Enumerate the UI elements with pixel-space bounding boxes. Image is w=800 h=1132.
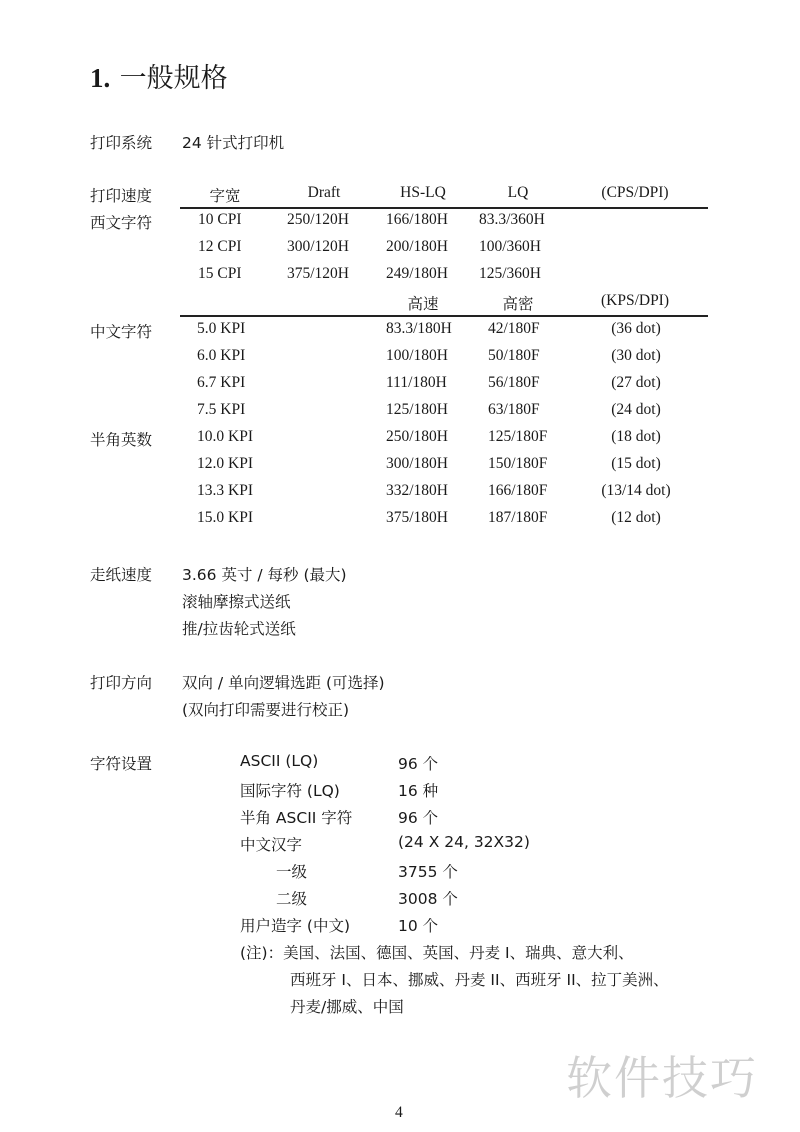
chinese-speed-cell: 12.0 KPI xyxy=(197,455,253,472)
charset-note-line: (注)：美国、法国、德国、英国、丹麦 I、瑞典、意大利、 xyxy=(240,944,634,962)
charset-item-name: 中文汉字 xyxy=(240,836,303,854)
charset-note-line: 西班牙 I、日本、挪威、丹麦 II、西班牙 II、拉丁美洲、 xyxy=(290,971,669,989)
western-speed-cell: 300/120H xyxy=(287,238,349,255)
western-chars-label: 西文字符 xyxy=(90,214,153,232)
charset-item-name: 国际字符 (LQ) xyxy=(240,782,340,800)
charset-item-name: 用户造字 (中文) xyxy=(240,917,351,935)
speed-subheader-divider xyxy=(180,315,708,317)
chinese-speed-cell: 250/180H xyxy=(386,428,448,445)
charset-item-value: (24 X 24, 32X32) xyxy=(398,833,530,851)
chinese-speed-cell: 166/180F xyxy=(488,482,548,499)
chinese-speed-cell: 7.5 KPI xyxy=(197,401,246,418)
chinese-speed-cell: 111/180H xyxy=(386,374,447,391)
western-speed-cell: 250/120H xyxy=(287,211,349,228)
western-speed-cell: 100/360H xyxy=(479,238,541,255)
charset-item-value: 10 个 xyxy=(398,917,439,935)
page-number: 4 xyxy=(395,1104,403,1121)
direction-line: (双向打印需要进行校正) xyxy=(182,701,350,719)
charset-item-name: 半角 ASCII 字符 xyxy=(240,809,353,827)
speed-subheader-cell: (KPS/DPI) xyxy=(600,292,670,309)
chinese-speed-cell: (36 dot) xyxy=(611,320,661,337)
western-speed-cell: 200/180H xyxy=(386,238,448,255)
section-title: 一般规格 xyxy=(119,63,228,94)
speed-header-cell: (CPS/DPI) xyxy=(601,184,669,201)
section-number: 1. xyxy=(90,63,111,93)
western-speed-cell: 125/360H xyxy=(479,265,541,282)
charset-item-name: 一级 xyxy=(276,863,308,881)
western-speed-cell: 249/180H xyxy=(386,265,448,282)
western-speed-cell: 83.3/360H xyxy=(479,211,545,228)
charset-item-value: 96 个 xyxy=(398,809,439,827)
print-system-value: 24 针式打印机 xyxy=(182,134,285,152)
western-speed-cell: 15 CPI xyxy=(198,265,242,282)
chinese-speed-cell: 63/180F xyxy=(488,401,540,418)
chinese-speed-cell: 332/180H xyxy=(386,482,448,499)
direction-line: 双向 / 单向逻辑选距 (可选择) xyxy=(182,674,385,692)
chinese-speed-cell: 375/180H xyxy=(386,509,448,526)
feed-line: 3.66 英寸 / 每秒 (最大) xyxy=(182,566,347,584)
chinese-speed-cell: (27 dot) xyxy=(611,374,661,391)
chinese-chars-label: 中文字符 xyxy=(90,323,153,341)
chinese-speed-cell: 5.0 KPI xyxy=(197,320,246,337)
speed-header-cell: Draft xyxy=(307,184,341,201)
western-speed-cell: 166/180H xyxy=(386,211,448,228)
speed-subheader-cell: 高速 xyxy=(407,295,439,313)
print-speed-label: 打印速度 xyxy=(90,187,153,205)
feed-line: 推/拉齿轮式送纸 xyxy=(182,620,296,638)
charset-item-name: ASCII (LQ) xyxy=(240,752,319,770)
chinese-speed-cell: 150/180F xyxy=(488,455,548,472)
chinese-speed-cell: (13/14 dot) xyxy=(601,482,671,499)
print-direction-label: 打印方向 xyxy=(90,674,153,692)
chinese-speed-cell: (12 dot) xyxy=(611,509,661,526)
speed-header-cell: 字宽 xyxy=(209,187,241,205)
chinese-speed-cell: 50/180F xyxy=(488,347,540,364)
print-system-label: 打印系统 xyxy=(90,134,153,152)
charset-item-value: 16 种 xyxy=(398,782,439,800)
speed-header-cell: HS-LQ xyxy=(400,184,446,201)
western-speed-cell: 12 CPI xyxy=(198,238,242,255)
page-title xyxy=(90,56,228,95)
halfwidth-chars-label: 半角英数 xyxy=(90,431,153,449)
chinese-speed-cell: (30 dot) xyxy=(611,347,661,364)
chinese-speed-cell: 300/180H xyxy=(386,455,448,472)
speed-header-divider xyxy=(180,207,708,209)
chinese-speed-cell: 125/180F xyxy=(488,428,548,445)
watermark-text: 软件技巧 xyxy=(566,1051,758,1105)
feed-speed-label: 走纸速度 xyxy=(90,566,153,584)
western-speed-cell: 375/120H xyxy=(287,265,349,282)
feed-line: 滚轴摩擦式送纸 xyxy=(182,593,291,611)
chinese-speed-cell: 6.7 KPI xyxy=(197,374,246,391)
charset-label: 字符设置 xyxy=(90,755,153,773)
chinese-speed-cell: 42/180F xyxy=(488,320,540,337)
chinese-speed-cell: (15 dot) xyxy=(611,455,661,472)
chinese-speed-cell: 10.0 KPI xyxy=(197,428,253,445)
chinese-speed-cell: (24 dot) xyxy=(611,401,661,418)
chinese-speed-cell: 56/180F xyxy=(488,374,540,391)
chinese-speed-cell: (18 dot) xyxy=(611,428,661,445)
chinese-speed-cell: 13.3 KPI xyxy=(197,482,253,499)
charset-item-value: 3755 个 xyxy=(398,863,458,881)
chinese-speed-cell: 6.0 KPI xyxy=(197,347,246,364)
charset-item-value: 96 个 xyxy=(398,755,439,773)
chinese-speed-cell: 15.0 KPI xyxy=(197,509,253,526)
charset-item-name: 二级 xyxy=(276,890,308,908)
chinese-speed-cell: 125/180H xyxy=(386,401,448,418)
charset-note-line: 丹麦/挪威、中国 xyxy=(290,998,404,1016)
speed-subheader-cell: 高密 xyxy=(502,295,534,313)
western-speed-cell: 10 CPI xyxy=(198,211,242,228)
chinese-speed-cell: 100/180H xyxy=(386,347,448,364)
chinese-speed-cell: 83.3/180H xyxy=(386,320,452,337)
chinese-speed-cell: 187/180F xyxy=(488,509,548,526)
speed-header-cell: LQ xyxy=(507,184,529,201)
charset-item-value: 3008 个 xyxy=(398,890,458,908)
